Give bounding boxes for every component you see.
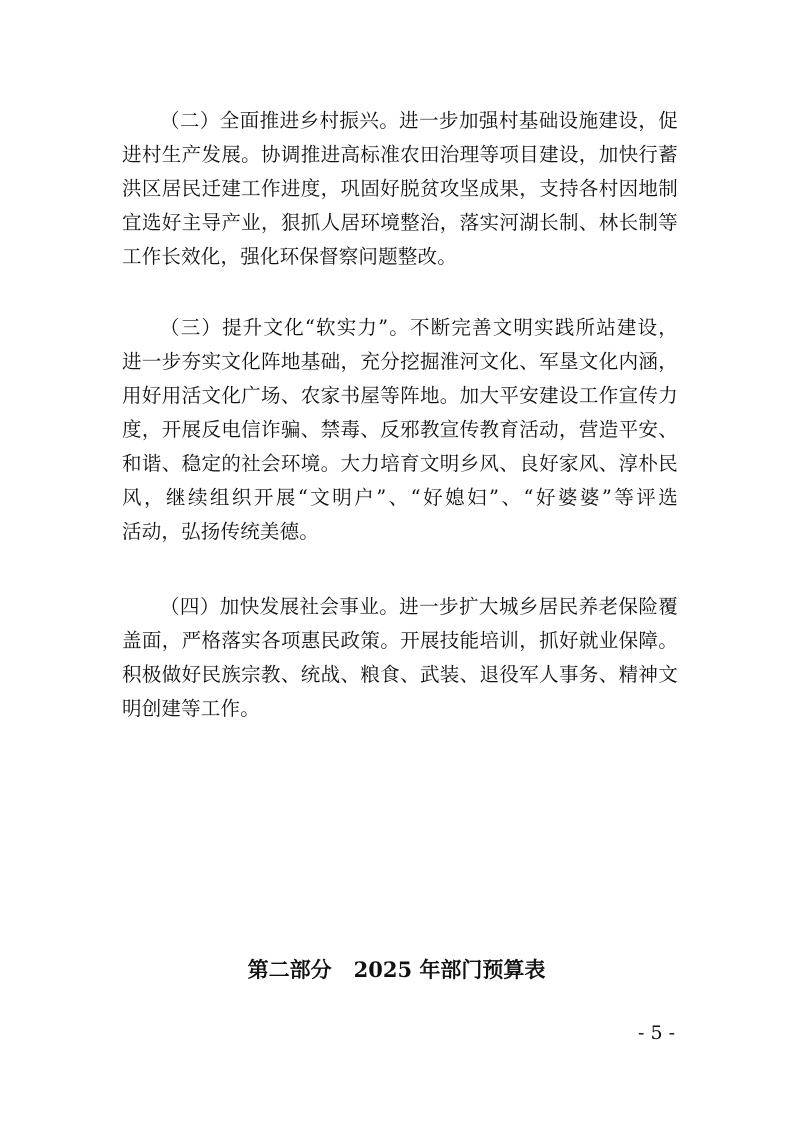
paragraph-line: 风，继续组织开展“文明户”、“好媳妇”、“好婆婆”等评选 [122,486,678,509]
paragraph-rural-revitalization [122,104,678,274]
paragraph-line: （二）全面推进乡村振兴。进一步加强村基础设施建设，促 [160,109,678,132]
paragraph-line: 洪区居民迁建工作进度，巩固好脱贫攻坚成果，支持各村因地制 [122,177,678,200]
paragraph-line: 活动，弘扬传统美德。 [122,520,320,543]
paragraph-line: 和谐、稳定的社会环境。大力培育文明乡风、良好家风、淳朴民 [122,452,678,475]
page-number: - 5 - [637,1022,675,1044]
paragraph-line: 盖面，严格落实各项惠民政策。开展技能培训，抓好就业保障。 [122,629,678,652]
paragraph-cultural-soft-power [122,311,678,549]
paragraph-line: 明创建等工作。 [122,697,260,720]
paragraph-line: （四）加快发展社会事业。进一步扩大城乡居民养老保险覆 [160,595,678,618]
paragraph-line: 度，开展反电信诈骗、禁毒、反邪教宣传教育活动，营造平安、 [122,418,678,441]
paragraph-line: 用好用活文化广场、农家书屋等阵地。加大平安建设工作宣传力 [122,384,678,407]
section-heading [0,953,793,987]
paragraph-line: 进村生产发展。协调推进高标准农田治理等项目建设，加快行蓄 [122,143,678,166]
paragraph-line: （三）提升文化“软实力”。不断完善文明实践所站建设， [160,316,678,339]
paragraph-line: 宜选好主导产业，狠抓人居环境整治，落实河湖长制、林长制等 [122,211,678,234]
paragraph-line: 积极做好民族宗教、统战、粮食、武装、退役军人事务、精神文 [122,663,678,686]
section-part-label: 第二部分 [247,957,332,982]
paragraph-social-undertakings [122,590,678,726]
paragraph-line: 工作长效化，强化环保督察问题整改。 [122,245,457,268]
section-title: 2025 年部门预算表 [353,957,546,982]
paragraph-line: 进一步夯实文化阵地基础，充分挖掘淮河文化、军垦文化内涵， [122,350,678,373]
